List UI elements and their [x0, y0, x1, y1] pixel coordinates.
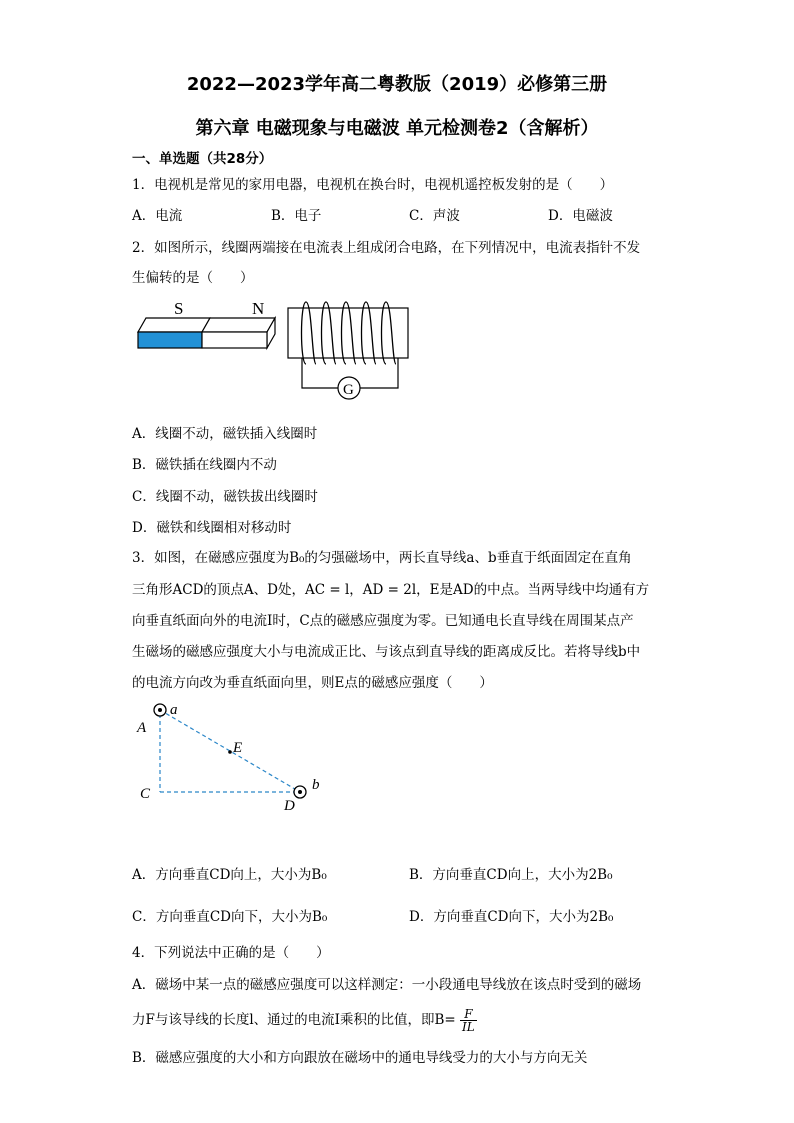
galvanometer-label: G	[343, 382, 354, 398]
q2-option-a: A．线圈不动，磁铁插入线圈时	[132, 426, 318, 442]
q4-option-a: A．磁场中某一点的磁感应强度可以这样测定：一小段通电导线放在该点时受到的磁场	[132, 977, 642, 993]
formula-fraction	[460, 1008, 477, 1033]
document-title: 2022—2023学年高二粤教版（2019）必修第三册	[186, 74, 608, 95]
q3-option-c: C．方向垂直CD向下，大小为B₀	[132, 909, 328, 925]
wire-a-dot	[158, 708, 162, 712]
document-subtitle: 第六章 电磁现象与电磁波 单元检测卷2（含解析）	[195, 118, 599, 139]
magnet-n-pole	[202, 332, 267, 348]
fraction-numerator: F	[460, 1008, 477, 1021]
question-3-stem-5: 的电流方向改为垂直纸面向里，则E点的磁感应强度（ ）	[132, 675, 493, 691]
q1-option-a: A．电流	[132, 208, 183, 224]
magnet-n-label: N	[252, 299, 265, 318]
q4-option-a-cont	[132, 1008, 477, 1033]
q1-option-c: C．声波	[409, 208, 460, 224]
question-3-stem-3: 向垂直纸面向外的电流I时，C点的磁感应强度为零。已知通电长直导线在周围某点产	[132, 613, 634, 629]
triangle-figure	[130, 696, 340, 820]
wire-b-dot	[298, 790, 302, 794]
q3-option-a: A．方向垂直CD向上，大小为B₀	[132, 867, 327, 883]
circuit-wire-right	[360, 358, 398, 388]
label-D: D	[284, 798, 295, 814]
point-e	[228, 750, 232, 754]
question-2-stem-cont: 生偏转的是（ ）	[132, 270, 254, 286]
q1-option-b: B．电子	[271, 208, 322, 224]
question-1-stem: 1．电视机是常见的家用电器，电视机在换台时，电视机遥控板发射的是（ ）	[132, 177, 614, 193]
circuit-wire	[302, 358, 338, 388]
magnet-coil-figure	[130, 294, 420, 406]
question-2-stem: 2．如图所示，线圈两端接在电流表上组成闭合电路，在下列情况中，电流表指针不发	[132, 240, 641, 256]
q4-option-a-text: 力F与该导线的长度l、通过的电流I乘积的比值，即B=	[132, 1012, 456, 1028]
q1-option-d: D．电磁波	[548, 208, 613, 224]
label-A: A	[137, 720, 147, 736]
question-3-stem-4: 生磁场的磁感应强度大小与电流成正比、与该点到直导线的距离成反比。若将导线b中	[132, 644, 641, 660]
magnet-s-top	[138, 318, 210, 332]
q3-option-b: B．方向垂直CD向上，大小为2B₀	[409, 867, 613, 883]
magnet-s-pole	[138, 332, 202, 348]
question-3-stem-2: 三角形ACD的顶点A、D处，AC = l，AD = 2l，E是AD的中点。当两导线中均通有方	[132, 582, 650, 598]
coil-windings	[302, 302, 397, 364]
q2-option-d: D．磁铁和线圈相对移动时	[132, 520, 292, 536]
label-b: b	[312, 777, 320, 793]
question-3-stem: 3．如图，在磁感应强度为B₀的匀强磁场中，两长直导线a、b垂直于纸面固定在直角	[132, 550, 632, 566]
question-4-stem: 4．下列说法中正确的是（ ）	[132, 945, 330, 961]
q2-option-c: C．线圈不动，磁铁拔出线圈时	[132, 489, 318, 505]
q4-option-b: B．磁感应强度的大小和方向跟放在磁场中的通电导线受力的大小与方向无关	[132, 1050, 588, 1066]
q2-option-b: B．磁铁插在线圈内不动	[132, 457, 277, 473]
section-heading: 一、单选题（共28分）	[132, 151, 273, 167]
label-E: E	[233, 740, 243, 756]
magnet-s-label: S	[174, 299, 184, 318]
label-a: a	[170, 702, 178, 718]
q3-option-d: D．方向垂直CD向下，大小为2B₀	[409, 909, 614, 925]
label-C: C	[140, 786, 151, 802]
magnet-n-top	[202, 318, 275, 332]
fraction-denominator: IL	[462, 1020, 475, 1034]
